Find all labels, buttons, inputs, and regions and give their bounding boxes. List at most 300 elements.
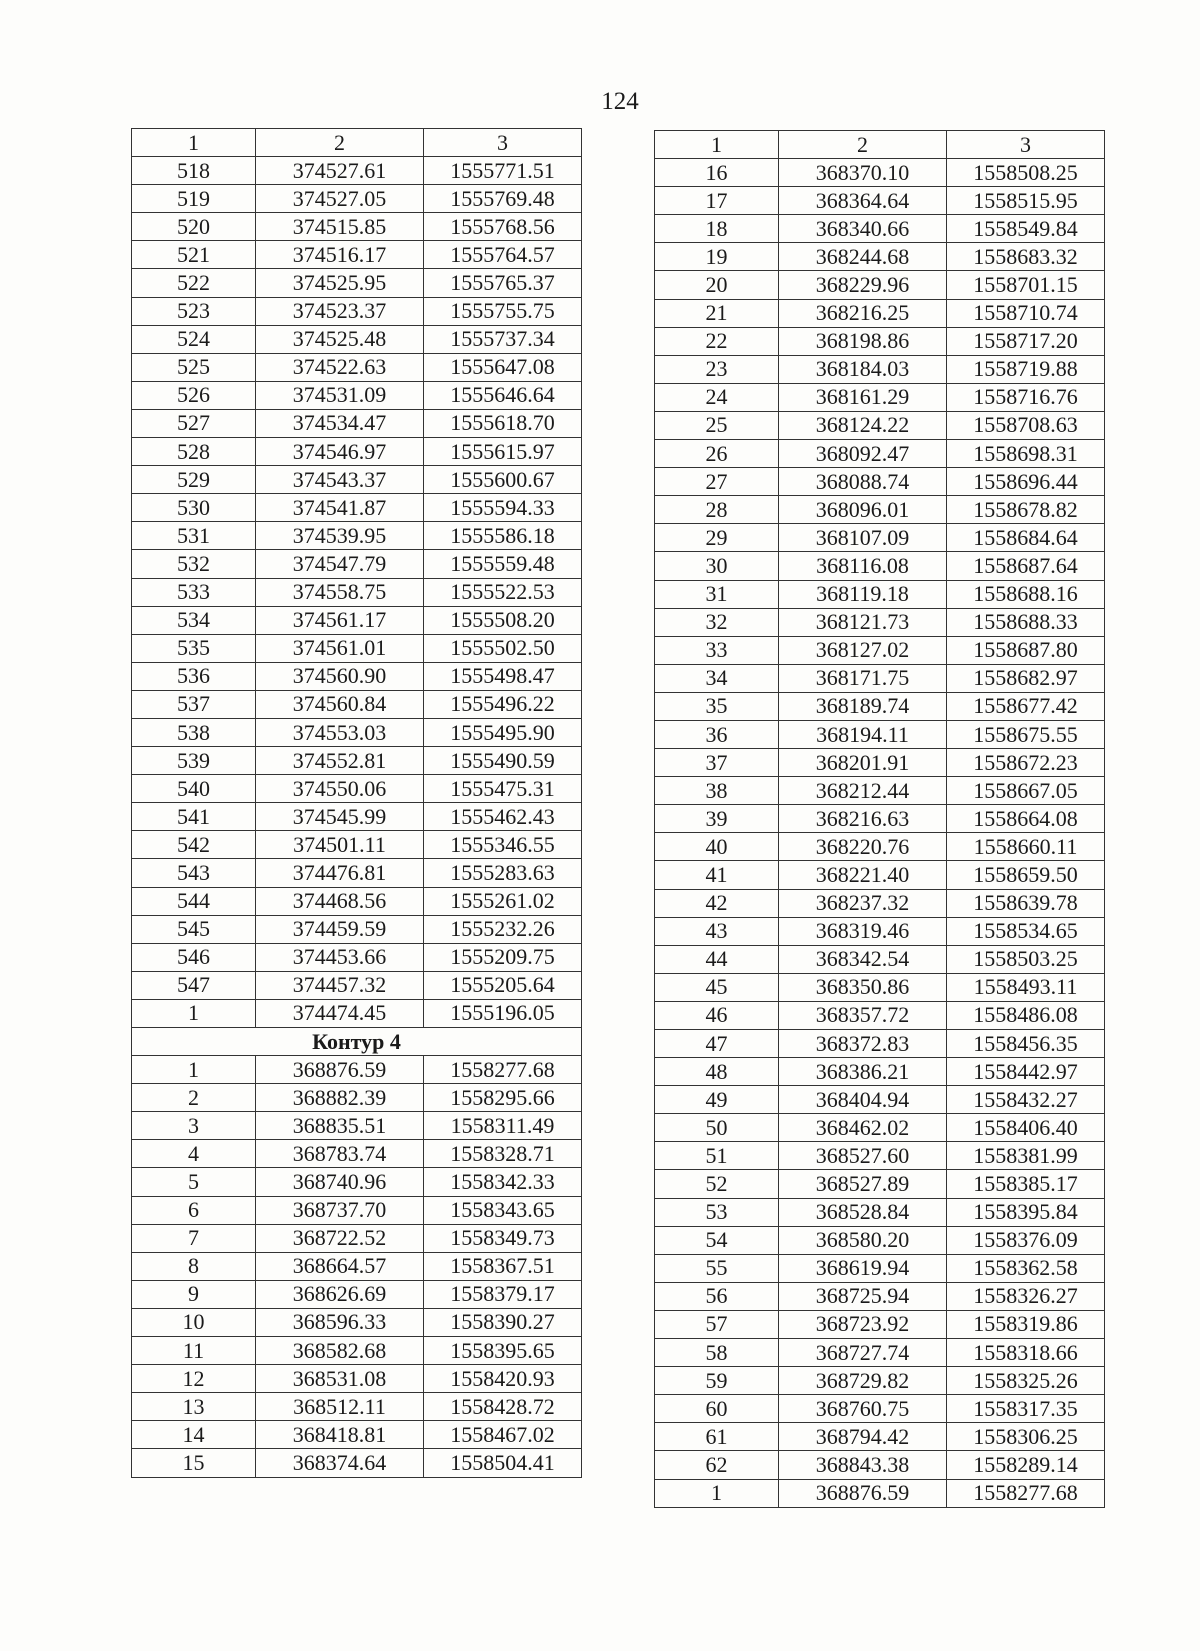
table-row: [655, 1030, 1105, 1058]
x-coordinate-cell: 368404.94: [779, 1086, 947, 1114]
table-row: [655, 1058, 1105, 1086]
point-number-cell: 52: [655, 1170, 779, 1198]
table-row: [655, 973, 1105, 1001]
x-coordinate-cell: 374516.17: [256, 241, 424, 269]
point-number-cell: 532: [132, 550, 256, 578]
point-number-cell: 21: [655, 299, 779, 327]
table-row: [655, 692, 1105, 720]
coordinates-table-left: [131, 128, 582, 1478]
x-coordinate-cell: 374558.75: [256, 578, 424, 606]
x-coordinate-cell: 368184.03: [779, 355, 947, 383]
table-row: [655, 1170, 1105, 1198]
table-row: [655, 805, 1105, 833]
x-coordinate-cell: 368189.74: [779, 692, 947, 720]
point-number-cell: 36: [655, 720, 779, 748]
table-row: [132, 915, 582, 943]
table-row: [132, 213, 582, 241]
table-row: [132, 1449, 582, 1477]
column-header: 2: [256, 129, 424, 157]
point-number-cell: 15: [132, 1449, 256, 1477]
point-number-cell: 519: [132, 185, 256, 213]
x-coordinate-cell: 368092.47: [779, 440, 947, 468]
point-number-cell: 536: [132, 662, 256, 690]
point-number-cell: 20: [655, 271, 779, 299]
y-coordinate-cell: 1555498.47: [424, 662, 582, 690]
y-coordinate-cell: 1558318.66: [947, 1339, 1105, 1367]
y-coordinate-cell: 1558719.88: [947, 355, 1105, 383]
point-number-cell: 542: [132, 831, 256, 859]
point-number-cell: 537: [132, 690, 256, 718]
table-row: [132, 1308, 582, 1336]
table-row: [132, 1168, 582, 1196]
point-number-cell: 526: [132, 381, 256, 409]
x-coordinate-cell: 368462.02: [779, 1114, 947, 1142]
x-coordinate-cell: 368626.69: [256, 1280, 424, 1308]
table-row: [655, 271, 1105, 299]
x-coordinate-cell: 368244.68: [779, 243, 947, 271]
y-coordinate-cell: 1558385.17: [947, 1170, 1105, 1198]
point-number-cell: 4: [132, 1140, 256, 1168]
point-number-cell: 518: [132, 157, 256, 185]
y-coordinate-cell: 1558289.14: [947, 1451, 1105, 1479]
table-row: [655, 552, 1105, 580]
point-number-cell: 16: [655, 159, 779, 187]
y-coordinate-cell: 1558639.78: [947, 889, 1105, 917]
y-coordinate-cell: 1555586.18: [424, 522, 582, 550]
x-coordinate-cell: 374534.47: [256, 409, 424, 437]
x-coordinate-cell: 374545.99: [256, 803, 424, 831]
table-row: [655, 636, 1105, 664]
point-number-cell: 38: [655, 777, 779, 805]
table-row: [132, 269, 582, 297]
point-number-cell: 32: [655, 608, 779, 636]
point-number-cell: 529: [132, 466, 256, 494]
y-coordinate-cell: 1558376.09: [947, 1226, 1105, 1254]
x-coordinate-cell: 374515.85: [256, 213, 424, 241]
y-coordinate-cell: 1558493.11: [947, 973, 1105, 1001]
x-coordinate-cell: 374546.97: [256, 438, 424, 466]
y-coordinate-cell: 1555490.59: [424, 747, 582, 775]
point-number-cell: 528: [132, 438, 256, 466]
table-row: [132, 409, 582, 437]
point-number-cell: 1: [132, 1056, 256, 1084]
section-title: Контур 4: [132, 1028, 582, 1056]
coordinates-table-right: [654, 130, 1105, 1508]
point-number-cell: 527: [132, 409, 256, 437]
table-row: [655, 1226, 1105, 1254]
x-coordinate-cell: 368729.82: [779, 1367, 947, 1395]
table-row: [132, 1393, 582, 1421]
y-coordinate-cell: 1558717.20: [947, 327, 1105, 355]
table-row: [655, 1142, 1105, 1170]
x-coordinate-cell: 368119.18: [779, 580, 947, 608]
point-number-cell: 47: [655, 1030, 779, 1058]
y-coordinate-cell: 1558311.49: [424, 1112, 582, 1140]
x-coordinate-cell: 368527.60: [779, 1142, 947, 1170]
y-coordinate-cell: 1558432.27: [947, 1086, 1105, 1114]
table-row: [132, 606, 582, 634]
point-number-cell: 44: [655, 945, 779, 973]
y-coordinate-cell: 1558295.66: [424, 1084, 582, 1112]
x-coordinate-cell: 374552.81: [256, 747, 424, 775]
table-row: [132, 1421, 582, 1449]
y-coordinate-cell: 1558659.50: [947, 861, 1105, 889]
table-row: [655, 187, 1105, 215]
table-row: [132, 1252, 582, 1280]
table-row: [655, 411, 1105, 439]
x-coordinate-cell: 368374.64: [256, 1449, 424, 1477]
x-coordinate-cell: 374560.90: [256, 662, 424, 690]
point-number-cell: 27: [655, 468, 779, 496]
table-row: [132, 775, 582, 803]
y-coordinate-cell: 1558687.80: [947, 636, 1105, 664]
x-coordinate-cell: 374560.84: [256, 690, 424, 718]
point-number-cell: 5: [132, 1168, 256, 1196]
table-row: [655, 1479, 1105, 1507]
x-coordinate-cell: 368194.11: [779, 720, 947, 748]
x-coordinate-cell: 368357.72: [779, 1001, 947, 1029]
point-number-cell: 12: [132, 1365, 256, 1393]
x-coordinate-cell: 368528.84: [779, 1198, 947, 1226]
table-row: [132, 887, 582, 915]
point-number-cell: 524: [132, 325, 256, 353]
y-coordinate-cell: 1555618.70: [424, 409, 582, 437]
x-coordinate-cell: 374474.45: [256, 999, 424, 1027]
header-row: [132, 129, 582, 157]
x-coordinate-cell: 368531.08: [256, 1365, 424, 1393]
table-row: [655, 468, 1105, 496]
point-number-cell: 26: [655, 440, 779, 468]
x-coordinate-cell: 368370.10: [779, 159, 947, 187]
table-row: [132, 522, 582, 550]
y-coordinate-cell: 1558678.82: [947, 496, 1105, 524]
x-coordinate-cell: 374453.66: [256, 943, 424, 971]
x-coordinate-cell: 368350.86: [779, 973, 947, 1001]
table-row: [132, 353, 582, 381]
x-coordinate-cell: 368527.89: [779, 1170, 947, 1198]
column-header: 1: [132, 129, 256, 157]
y-coordinate-cell: 1558390.27: [424, 1308, 582, 1336]
table-row: [655, 327, 1105, 355]
x-coordinate-cell: 368161.29: [779, 383, 947, 411]
point-number-cell: 54: [655, 1226, 779, 1254]
table-row: [655, 664, 1105, 692]
y-coordinate-cell: 1558683.32: [947, 243, 1105, 271]
table-row: [132, 1280, 582, 1308]
x-coordinate-cell: 368783.74: [256, 1140, 424, 1168]
x-coordinate-cell: 368725.94: [779, 1282, 947, 1310]
point-number-cell: 31: [655, 580, 779, 608]
point-number-cell: 521: [132, 241, 256, 269]
table-row: [132, 466, 582, 494]
x-coordinate-cell: 368096.01: [779, 496, 947, 524]
x-coordinate-cell: 368121.73: [779, 608, 947, 636]
column-header: 1: [655, 131, 779, 159]
y-coordinate-cell: 1558319.86: [947, 1310, 1105, 1338]
table-row: [655, 833, 1105, 861]
x-coordinate-cell: 368171.75: [779, 664, 947, 692]
x-coordinate-cell: 368229.96: [779, 271, 947, 299]
point-number-cell: 58: [655, 1339, 779, 1367]
point-number-cell: 9: [132, 1280, 256, 1308]
point-number-cell: 37: [655, 749, 779, 777]
table-row: [132, 943, 582, 971]
point-number-cell: 14: [132, 1421, 256, 1449]
point-number-cell: 22: [655, 327, 779, 355]
point-number-cell: 59: [655, 1367, 779, 1395]
point-number-cell: 541: [132, 803, 256, 831]
y-coordinate-cell: 1558675.55: [947, 720, 1105, 748]
y-coordinate-cell: 1558667.05: [947, 777, 1105, 805]
y-coordinate-cell: 1555508.20: [424, 606, 582, 634]
y-coordinate-cell: 1558395.65: [424, 1337, 582, 1365]
y-coordinate-cell: 1555764.57: [424, 241, 582, 269]
point-number-cell: 538: [132, 718, 256, 746]
y-coordinate-cell: 1555261.02: [424, 887, 582, 915]
x-coordinate-cell: 374525.48: [256, 325, 424, 353]
y-coordinate-cell: 1555594.33: [424, 494, 582, 522]
y-coordinate-cell: 1555768.56: [424, 213, 582, 241]
table-row: [655, 1451, 1105, 1479]
point-number-cell: 42: [655, 889, 779, 917]
point-number-cell: 43: [655, 917, 779, 945]
table-row: [655, 1367, 1105, 1395]
point-number-cell: 57: [655, 1310, 779, 1338]
x-coordinate-cell: 368760.75: [779, 1395, 947, 1423]
left-table-section-body: [132, 1056, 582, 1477]
point-number-cell: 25: [655, 411, 779, 439]
point-number-cell: 547: [132, 971, 256, 999]
table-row: [132, 1196, 582, 1224]
y-coordinate-cell: 1558660.11: [947, 833, 1105, 861]
point-number-cell: 51: [655, 1142, 779, 1170]
y-coordinate-cell: 1558467.02: [424, 1421, 582, 1449]
y-coordinate-cell: 1558456.35: [947, 1030, 1105, 1058]
point-number-cell: 545: [132, 915, 256, 943]
y-coordinate-cell: 1558677.42: [947, 692, 1105, 720]
x-coordinate-cell: 368619.94: [779, 1254, 947, 1282]
y-coordinate-cell: 1558682.97: [947, 664, 1105, 692]
table-row: [132, 381, 582, 409]
x-coordinate-cell: 374561.01: [256, 634, 424, 662]
y-coordinate-cell: 1555232.26: [424, 915, 582, 943]
column-header: 2: [779, 131, 947, 159]
x-coordinate-cell: 368582.68: [256, 1337, 424, 1365]
y-coordinate-cell: 1558684.64: [947, 524, 1105, 552]
x-coordinate-cell: 368727.74: [779, 1339, 947, 1367]
table-row: [132, 241, 582, 269]
point-number-cell: 40: [655, 833, 779, 861]
y-coordinate-cell: 1555346.55: [424, 831, 582, 859]
x-coordinate-cell: 374543.37: [256, 466, 424, 494]
table-row: [655, 440, 1105, 468]
y-coordinate-cell: 1558698.31: [947, 440, 1105, 468]
point-number-cell: 35: [655, 692, 779, 720]
point-number-cell: 523: [132, 297, 256, 325]
table-row: [132, 718, 582, 746]
x-coordinate-cell: 374561.17: [256, 606, 424, 634]
y-coordinate-cell: 1558442.97: [947, 1058, 1105, 1086]
x-coordinate-cell: 368216.25: [779, 299, 947, 327]
x-coordinate-cell: 368237.32: [779, 889, 947, 917]
table-row: [655, 1254, 1105, 1282]
point-number-cell: 13: [132, 1393, 256, 1421]
table-row: [655, 1086, 1105, 1114]
point-number-cell: 18: [655, 215, 779, 243]
table-row: [655, 1282, 1105, 1310]
x-coordinate-cell: 374523.37: [256, 297, 424, 325]
y-coordinate-cell: 1558504.41: [424, 1449, 582, 1477]
y-coordinate-cell: 1555462.43: [424, 803, 582, 831]
point-number-cell: 62: [655, 1451, 779, 1479]
point-number-cell: 543: [132, 859, 256, 887]
table-row: [132, 634, 582, 662]
y-coordinate-cell: 1558688.16: [947, 580, 1105, 608]
table-row: [655, 1423, 1105, 1451]
table-row: [655, 1310, 1105, 1338]
x-coordinate-cell: 374459.59: [256, 915, 424, 943]
y-coordinate-cell: 1555600.67: [424, 466, 582, 494]
section-row: [132, 1028, 582, 1056]
x-coordinate-cell: 374527.05: [256, 185, 424, 213]
table-row: [132, 1140, 582, 1168]
point-number-cell: 50: [655, 1114, 779, 1142]
header-row: [655, 131, 1105, 159]
x-coordinate-cell: 368220.76: [779, 833, 947, 861]
y-coordinate-cell: 1558379.17: [424, 1280, 582, 1308]
y-coordinate-cell: 1558508.25: [947, 159, 1105, 187]
table-row: [655, 749, 1105, 777]
table-row: [655, 580, 1105, 608]
point-number-cell: 56: [655, 1282, 779, 1310]
table-row: [132, 1365, 582, 1393]
y-coordinate-cell: 1558549.84: [947, 215, 1105, 243]
table-row: [655, 889, 1105, 917]
x-coordinate-cell: 374501.11: [256, 831, 424, 859]
point-number-cell: 24: [655, 383, 779, 411]
table-row: [655, 215, 1105, 243]
table-row: [655, 243, 1105, 271]
x-coordinate-cell: 374550.06: [256, 775, 424, 803]
y-coordinate-cell: 1558716.76: [947, 383, 1105, 411]
x-coordinate-cell: 368198.86: [779, 327, 947, 355]
y-coordinate-cell: 1555559.48: [424, 550, 582, 578]
x-coordinate-cell: 374476.81: [256, 859, 424, 887]
y-coordinate-cell: 1555737.34: [424, 325, 582, 353]
table-row: [132, 999, 582, 1027]
point-number-cell: 48: [655, 1058, 779, 1086]
table-row: [655, 917, 1105, 945]
table-row: [132, 1112, 582, 1140]
y-coordinate-cell: 1558701.15: [947, 271, 1105, 299]
table-row: [655, 777, 1105, 805]
x-coordinate-cell: 368386.21: [779, 1058, 947, 1086]
x-coordinate-cell: 374547.79: [256, 550, 424, 578]
point-number-cell: 46: [655, 1001, 779, 1029]
table-row: [132, 662, 582, 690]
y-coordinate-cell: 1555496.22: [424, 690, 582, 718]
point-number-cell: 11: [132, 1337, 256, 1365]
point-number-cell: 61: [655, 1423, 779, 1451]
x-coordinate-cell: 368876.59: [256, 1056, 424, 1084]
point-number-cell: 28: [655, 496, 779, 524]
y-coordinate-cell: 1555647.08: [424, 353, 582, 381]
table-row: [132, 578, 582, 606]
y-coordinate-cell: 1558534.65: [947, 917, 1105, 945]
point-number-cell: 30: [655, 552, 779, 580]
table-row: [655, 1395, 1105, 1423]
y-coordinate-cell: 1558428.72: [424, 1393, 582, 1421]
x-coordinate-cell: 374539.95: [256, 522, 424, 550]
table-row: [655, 945, 1105, 973]
table-row: [655, 524, 1105, 552]
left-table-body: [132, 157, 582, 1028]
table-row: [655, 1198, 1105, 1226]
y-coordinate-cell: 1555646.64: [424, 381, 582, 409]
x-coordinate-cell: 368088.74: [779, 468, 947, 496]
point-number-cell: 34: [655, 664, 779, 692]
x-coordinate-cell: 368835.51: [256, 1112, 424, 1140]
point-number-cell: 533: [132, 578, 256, 606]
table-row: [655, 383, 1105, 411]
point-number-cell: 1: [132, 999, 256, 1027]
x-coordinate-cell: 368319.46: [779, 917, 947, 945]
point-number-cell: 49: [655, 1086, 779, 1114]
point-number-cell: 534: [132, 606, 256, 634]
table-row: [132, 690, 582, 718]
table-row: [132, 859, 582, 887]
table-row: [132, 1224, 582, 1252]
y-coordinate-cell: 1555209.75: [424, 943, 582, 971]
x-coordinate-cell: 368372.83: [779, 1030, 947, 1058]
table-row: [655, 608, 1105, 636]
point-number-cell: 29: [655, 524, 779, 552]
table-row: [132, 297, 582, 325]
table-row: [132, 185, 582, 213]
point-number-cell: 546: [132, 943, 256, 971]
table-row: [132, 831, 582, 859]
x-coordinate-cell: 368340.66: [779, 215, 947, 243]
point-number-cell: 23: [655, 355, 779, 383]
y-coordinate-cell: 1558326.27: [947, 1282, 1105, 1310]
y-coordinate-cell: 1555283.63: [424, 859, 582, 887]
x-coordinate-cell: 374468.56: [256, 887, 424, 915]
x-coordinate-cell: 368794.42: [779, 1423, 947, 1451]
x-coordinate-cell: 368342.54: [779, 945, 947, 973]
table-row: [132, 803, 582, 831]
y-coordinate-cell: 1558277.68: [947, 1479, 1105, 1507]
x-coordinate-cell: 368216.63: [779, 805, 947, 833]
y-coordinate-cell: 1558277.68: [424, 1056, 582, 1084]
x-coordinate-cell: 374541.87: [256, 494, 424, 522]
table-row: [655, 496, 1105, 524]
y-coordinate-cell: 1558342.33: [424, 1168, 582, 1196]
point-number-cell: 41: [655, 861, 779, 889]
x-coordinate-cell: 368127.02: [779, 636, 947, 664]
x-coordinate-cell: 368843.38: [779, 1451, 947, 1479]
table-row: [655, 720, 1105, 748]
table-row: [132, 550, 582, 578]
y-coordinate-cell: 1558349.73: [424, 1224, 582, 1252]
point-number-cell: 19: [655, 243, 779, 271]
point-number-cell: 3: [132, 1112, 256, 1140]
point-number-cell: 53: [655, 1198, 779, 1226]
point-number-cell: 530: [132, 494, 256, 522]
y-coordinate-cell: 1558367.51: [424, 1252, 582, 1280]
table-row: [132, 494, 582, 522]
y-coordinate-cell: 1555196.05: [424, 999, 582, 1027]
point-number-cell: 39: [655, 805, 779, 833]
